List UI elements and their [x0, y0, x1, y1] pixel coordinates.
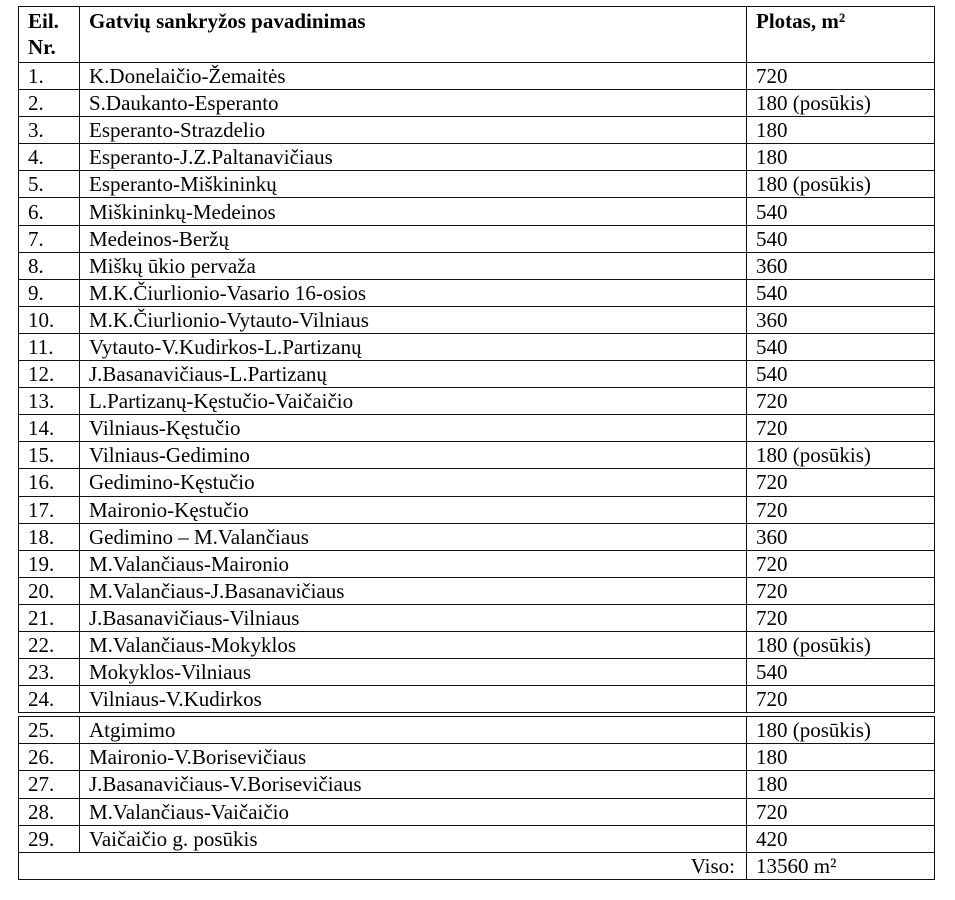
table-row: [19, 388, 935, 415]
row-number: 18.: [19, 523, 80, 550]
intersection-name: K.Donelaičio-Žemaitės: [80, 63, 747, 90]
intersection-name: Vilniaus-Gedimino: [80, 442, 747, 469]
intersection-name: J.Basanavičiaus-V.Borisevičiaus: [80, 771, 747, 798]
intersection-name: M.K.Čiurlionio-Vasario 16-osios: [80, 279, 747, 306]
row-number: 11.: [19, 333, 80, 360]
row-number: 24.: [19, 686, 80, 713]
area-value: 540: [747, 225, 935, 252]
intersection-name: Vilniaus-V.Kudirkos: [80, 686, 747, 713]
header-number-line-2: Nr.: [28, 35, 56, 59]
area-value: 180 (posūkis): [747, 90, 935, 117]
header-intersection-name: Gatvių sankryžos pavadinimas: [80, 7, 747, 63]
table-row: [19, 442, 935, 469]
intersection-name: J.Basanavičiaus-Vilniaus: [80, 604, 747, 631]
table-row: [19, 333, 935, 360]
table-header-row: [19, 7, 935, 63]
area-value: 720: [747, 388, 935, 415]
table-row: [19, 577, 935, 604]
intersection-name: L.Partizanų-Kęstučio-Vaičaičio: [80, 388, 747, 415]
row-number: 19.: [19, 550, 80, 577]
intersection-name: Vytauto-V.Kudirkos-L.Partizanų: [80, 333, 747, 360]
row-number: 4.: [19, 144, 80, 171]
area-value: 180: [747, 744, 935, 771]
table-row: [19, 252, 935, 279]
row-number: 13.: [19, 388, 80, 415]
row-number: 29.: [19, 825, 80, 852]
area-value: 720: [747, 686, 935, 713]
intersection-name: Vaičaičio g. posūkis: [80, 825, 747, 852]
row-number: 10.: [19, 306, 80, 333]
row-number: 22.: [19, 631, 80, 658]
header-area: Plotas, m²: [747, 7, 935, 63]
row-number: 8.: [19, 252, 80, 279]
area-value: 540: [747, 333, 935, 360]
intersections-table-part-1: [18, 6, 935, 713]
table-row: [19, 550, 935, 577]
area-value: 720: [747, 496, 935, 523]
total-row: [19, 852, 935, 879]
intersection-name: Esperanto-Strazdelio: [80, 117, 747, 144]
intersection-name: M.Valančiaus-Maironio: [80, 550, 747, 577]
table-row: [19, 825, 935, 852]
table-row: [19, 117, 935, 144]
area-value: 720: [747, 550, 935, 577]
row-number: 16.: [19, 469, 80, 496]
area-value: 180 (posūkis): [747, 717, 935, 744]
row-number: 1.: [19, 63, 80, 90]
row-number: 7.: [19, 225, 80, 252]
table-row: [19, 523, 935, 550]
intersection-name: Vilniaus-Kęstučio: [80, 415, 747, 442]
table-row: [19, 144, 935, 171]
area-value: 180: [747, 771, 935, 798]
intersection-name: M.Valančiaus-Vaičaičio: [80, 798, 747, 825]
table-row: [19, 604, 935, 631]
total-value: 13560 m²: [747, 852, 935, 879]
intersection-name: Esperanto-J.Z.Paltanavičiaus: [80, 144, 747, 171]
row-number: 6.: [19, 198, 80, 225]
table-row: [19, 659, 935, 686]
intersection-name: Mokyklos-Vilniaus: [80, 659, 747, 686]
area-value: 540: [747, 279, 935, 306]
area-value: 180 (posūkis): [747, 442, 935, 469]
table-row: [19, 771, 935, 798]
intersection-name: M.Valančiaus-J.Basanavičiaus: [80, 577, 747, 604]
row-number: 27.: [19, 771, 80, 798]
area-value: 360: [747, 306, 935, 333]
area-value: 720: [747, 63, 935, 90]
intersections-table-part-2: [18, 716, 935, 880]
area-value: 180 (posūkis): [747, 171, 935, 198]
row-number: 9.: [19, 279, 80, 306]
table-row: [19, 225, 935, 252]
area-value: 720: [747, 604, 935, 631]
intersection-name: M.Valančiaus-Mokyklos: [80, 631, 747, 658]
table-row: [19, 686, 935, 713]
row-number: 23.: [19, 659, 80, 686]
intersection-name: Maironio-V.Borisevičiaus: [80, 744, 747, 771]
table-row: [19, 63, 935, 90]
area-value: 180 (posūkis): [747, 631, 935, 658]
table-row: [19, 415, 935, 442]
area-value: 720: [747, 798, 935, 825]
table-row: [19, 90, 935, 117]
header-number: [19, 7, 80, 63]
row-number: 15.: [19, 442, 80, 469]
area-value: 540: [747, 198, 935, 225]
intersection-name: Miškų ūkio pervaža: [80, 252, 747, 279]
area-value: 360: [747, 523, 935, 550]
area-value: 540: [747, 361, 935, 388]
row-number: 28.: [19, 798, 80, 825]
table-row: [19, 798, 935, 825]
table-row: [19, 361, 935, 388]
table-row: [19, 631, 935, 658]
intersection-name: Maironio-Kęstučio: [80, 496, 747, 523]
intersection-name: Miškininkų-Medeinos: [80, 198, 747, 225]
area-value: 180: [747, 144, 935, 171]
row-number: 17.: [19, 496, 80, 523]
intersection-name: J.Basanavičiaus-L.Partizanų: [80, 361, 747, 388]
table-row: [19, 469, 935, 496]
intersection-name: Gedimino – M.Valančiaus: [80, 523, 747, 550]
intersection-name: Medeinos-Beržų: [80, 225, 747, 252]
intersection-name: M.K.Čiurlionio-Vytauto-Vilniaus: [80, 306, 747, 333]
intersection-name: Atgimimo: [80, 717, 747, 744]
intersection-name: S.Daukanto-Esperanto: [80, 90, 747, 117]
area-value: 720: [747, 415, 935, 442]
area-value: 180: [747, 117, 935, 144]
table-row: [19, 279, 935, 306]
table-row: [19, 744, 935, 771]
table-row: [19, 717, 935, 744]
row-number: 14.: [19, 415, 80, 442]
area-value: 720: [747, 577, 935, 604]
row-number: 12.: [19, 361, 80, 388]
row-number: 21.: [19, 604, 80, 631]
area-value: 540: [747, 659, 935, 686]
header-number-line-1: Eil.: [28, 9, 59, 33]
area-value: 720: [747, 469, 935, 496]
row-number: 26.: [19, 744, 80, 771]
intersection-name: Gedimino-Kęstučio: [80, 469, 747, 496]
table-row: [19, 306, 935, 333]
row-number: 20.: [19, 577, 80, 604]
area-value: 420: [747, 825, 935, 852]
area-value: 360: [747, 252, 935, 279]
row-number: 25.: [19, 717, 80, 744]
row-number: 3.: [19, 117, 80, 144]
table-row: [19, 198, 935, 225]
table-row: [19, 171, 935, 198]
table-row: [19, 496, 935, 523]
total-label: Viso:: [19, 852, 747, 879]
row-number: 2.: [19, 90, 80, 117]
intersection-name: Esperanto-Miškininkų: [80, 171, 747, 198]
row-number: 5.: [19, 171, 80, 198]
